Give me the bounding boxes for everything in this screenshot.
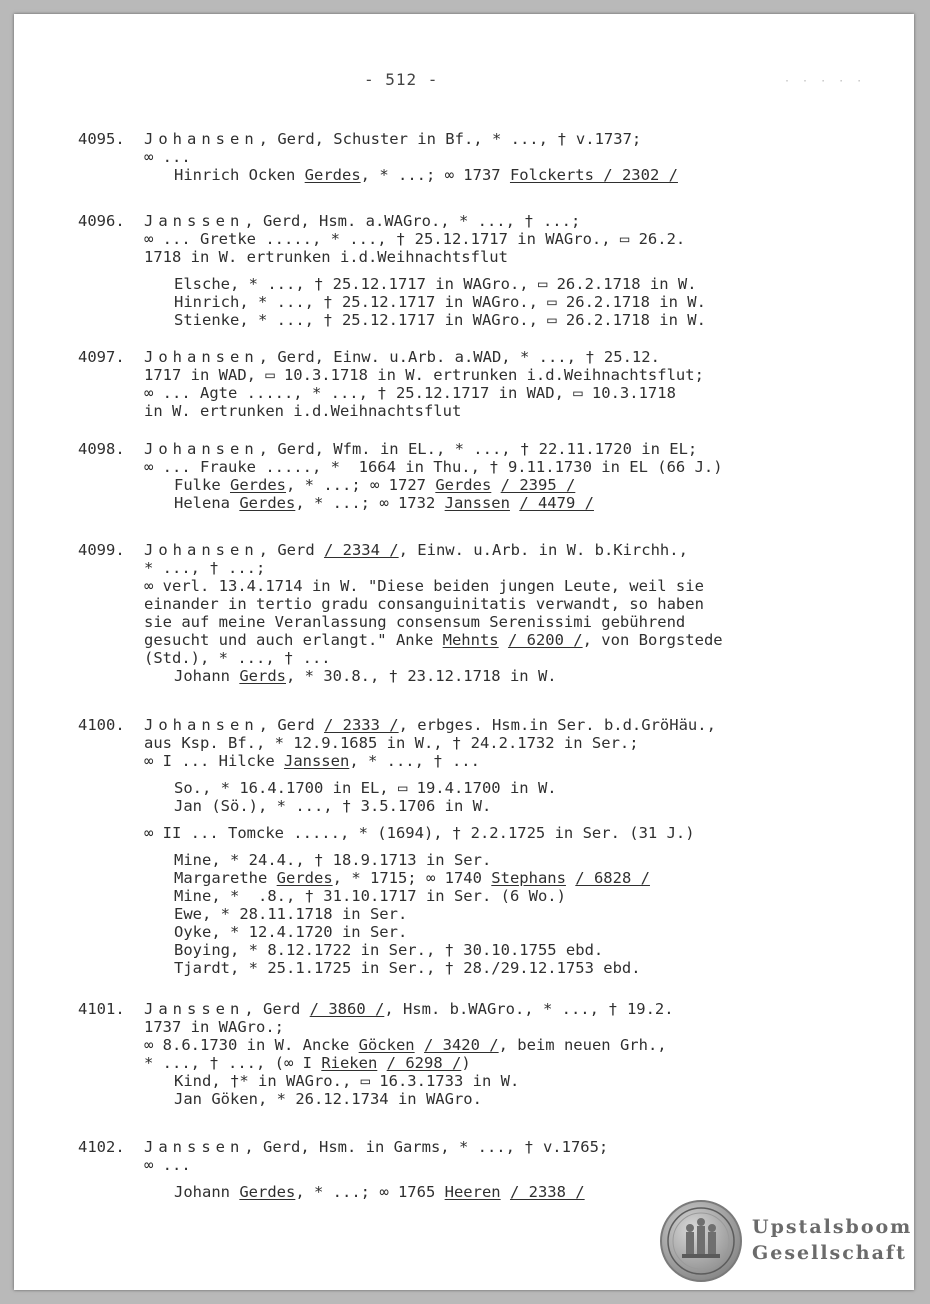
- document-page: [14, 14, 914, 1290]
- text-part: , Gerd, Hsm. a.WAGro., * ..., † ...;: [244, 212, 581, 230]
- text-part: ∞ ...: [144, 1156, 191, 1174]
- text-part: Johann: [174, 1183, 240, 1201]
- upstalsboom-seal-icon: [660, 1200, 742, 1282]
- text-part: , Einw. u.Arb. in W. b.Kirchh.,: [398, 541, 688, 559]
- text-part: Oyke, * 12.4.1720 in Ser.: [174, 923, 408, 941]
- underlined-ref: Mehnts: [442, 631, 499, 649]
- underlined-ref: Gerdes: [239, 1183, 296, 1201]
- text-part: , von Borgstede: [582, 631, 723, 649]
- text-part: [377, 1054, 386, 1072]
- text-part: , * 30.8., † 23.12.1718 in W.: [286, 667, 557, 685]
- entry-line: [144, 1000, 674, 1018]
- entry-line: [144, 130, 641, 148]
- text-part: ∞ 8.6.1730 in W. Ancke: [144, 1036, 359, 1054]
- entry-number: 4102.: [78, 1138, 125, 1156]
- underlined-ref: Janssen: [444, 494, 510, 512]
- text-part: , Gerd: [244, 1000, 310, 1018]
- underlined-ref: / 6298 /: [386, 1054, 462, 1072]
- text-part: Stienke, * ..., † 25.12.1717 in WAGro., ▭ 26.2.1718 in W.: [174, 311, 706, 329]
- surname-spaced: Johansen: [144, 130, 259, 148]
- child-line: [174, 1090, 482, 1108]
- text-part: Johann: [174, 667, 240, 685]
- underlined-ref: Gerdes: [239, 494, 296, 512]
- brand-line-1: Upstalsboom: [752, 1216, 913, 1238]
- underlined-ref: Göcken: [358, 1036, 415, 1054]
- entry-line: [144, 348, 660, 366]
- underlined-ref: / 2395 /: [500, 476, 576, 494]
- text-part: , * ...; ∞ 1732: [295, 494, 445, 512]
- entry-line: [144, 577, 704, 595]
- text-part: , * ..., † ...: [349, 752, 480, 770]
- child-line: [174, 1072, 519, 1090]
- text-part: ): [461, 1054, 471, 1072]
- text-part: Fulke: [174, 476, 230, 494]
- child-line: [174, 779, 557, 797]
- child-line: [174, 476, 575, 494]
- child-line: [174, 275, 697, 293]
- text-part: , beim neuen Grh.,: [498, 1036, 667, 1054]
- entry-line: [144, 148, 191, 166]
- underlined-ref: Gerdes: [304, 166, 361, 184]
- entry-line: [144, 402, 461, 420]
- text-part: So., * 16.4.1700 in EL, ▭ 19.4.1700 in W.: [174, 779, 557, 797]
- text-part: ∞ ... Agte ....., * ..., † 25.12.1717 in WAD, ▭ 10.3.1718: [144, 384, 676, 402]
- underlined-ref: / 3860 /: [309, 1000, 385, 1018]
- text-part: in W. ertrunken i.d.Weihnachtsflut: [144, 402, 462, 420]
- text-part: , Gerd, Hsm. in Garms, * ..., † v.1765;: [244, 1138, 609, 1156]
- entry-number: 4096.: [78, 212, 125, 230]
- underlined-ref: / 2334 /: [323, 541, 399, 559]
- entry-number: 4100.: [78, 716, 125, 734]
- text-part: Tjardt, * 25.1.1725 in Ser., † 28./29.12.1753 ebd.: [174, 959, 641, 977]
- text-part: ∞ ...: [144, 148, 191, 166]
- entry-line: [144, 1156, 191, 1174]
- entry-line: [144, 752, 480, 770]
- text-part: [491, 476, 500, 494]
- surname-spaced: Janssen: [144, 212, 245, 230]
- entry-line: [144, 1138, 608, 1156]
- text-part: ∞ ... Gretke ....., * ..., † 25.12.1717 in WAGro., ▭ 26.2.: [144, 230, 686, 248]
- underlined-ref: Rieken: [321, 1054, 378, 1072]
- child-line: [174, 293, 706, 311]
- child-line: [174, 923, 407, 941]
- text-part: (Std.), * ..., † ...: [144, 649, 331, 667]
- entry-line: [144, 366, 704, 384]
- text-part: Jan (Sö.), * ..., † 3.5.1706 in W.: [174, 797, 492, 815]
- text-part: , erbges. Hsm.in Ser. b.d.GröHäu.,: [398, 716, 716, 734]
- text-part: , Gerd, Schuster in Bf., * ..., † v.1737;: [258, 130, 642, 148]
- entry-line: [144, 716, 716, 734]
- entry-number: 4098.: [78, 440, 125, 458]
- underlined-ref: / 4479 /: [519, 494, 594, 512]
- entry-line: [144, 734, 639, 752]
- entry-line: [144, 824, 695, 842]
- text-part: Jan Göken, * 26.12.1734 in WAGro.: [174, 1090, 482, 1108]
- child-line: [174, 1183, 585, 1201]
- text-part: ∞ ... Frauke ....., * 1664 in Thu., † 9.11.1730 in EL (66 J.): [144, 458, 723, 476]
- underlined-ref: Stephans: [491, 869, 566, 887]
- text-part: Hinrich, * ..., † 25.12.1717 in WAGro., ▭ 26.2.1718 in W.: [174, 293, 706, 311]
- child-line: [174, 869, 650, 887]
- surname-spaced: Johansen: [144, 348, 259, 366]
- text-part: [501, 1183, 510, 1201]
- text-part: gesucht und auch erlangt." Anke: [144, 631, 443, 649]
- entry-number: 4097.: [78, 348, 125, 366]
- underlined-ref: Folckerts / 2302 /: [509, 166, 678, 184]
- text-part: ∞ verl. 13.4.1714 in W. "Diese beiden jungen Leute, weil sie: [144, 577, 704, 595]
- child-line: [174, 905, 407, 923]
- text-part: , * ...; ∞ 1765: [295, 1183, 445, 1201]
- text-part: , * 1715; ∞ 1740: [332, 869, 492, 887]
- child-line: [174, 851, 491, 869]
- underlined-ref: / 6828 /: [575, 869, 650, 887]
- entry-number: 4099.: [78, 541, 125, 559]
- entry-line: [144, 649, 331, 667]
- underlined-ref: / 3420 /: [423, 1036, 499, 1054]
- child-line: [174, 667, 557, 685]
- text-part: , * ...; ∞ 1737: [360, 166, 510, 184]
- entry-line: [144, 613, 685, 631]
- text-part: Margarethe: [174, 869, 277, 887]
- text-part: ∞ I ... Hilcke: [144, 752, 284, 770]
- entry-number: 4101.: [78, 1000, 125, 1018]
- text-part: Helena: [174, 494, 240, 512]
- underlined-ref: Gerdes: [230, 476, 286, 494]
- child-line: [174, 959, 641, 977]
- underlined-ref: / 6200 /: [507, 631, 583, 649]
- entry-line: [144, 1036, 667, 1054]
- child-line: [174, 166, 678, 184]
- text-part: [415, 1036, 424, 1054]
- text-part: 1737 in WAGro.;: [144, 1018, 284, 1036]
- surname-spaced: Janssen: [144, 1000, 245, 1018]
- entry-line: [144, 541, 688, 559]
- surname-spaced: Johansen: [144, 440, 259, 458]
- entry-line: [144, 440, 697, 458]
- text-part: einander in tertio gradu consanguinitatis verwandt, so haben: [144, 595, 704, 613]
- underlined-ref: Janssen: [283, 752, 350, 770]
- surname-spaced: Johansen: [144, 541, 259, 559]
- entry-line: [144, 212, 580, 230]
- entry-line: [144, 631, 723, 649]
- brand-line-2: Gesellschaft: [752, 1242, 907, 1264]
- text-part: Kind, †* in WAGro., ▭ 16.3.1733 in W.: [174, 1072, 520, 1090]
- text-part: ∞ II ... Tomcke ....., * (1694), † 2.2.1725 in Ser. (31 J.): [144, 824, 695, 842]
- text-part: Elsche, * ..., † 25.12.1717 in WAGro., ▭ 26.2.1718 in W.: [174, 275, 697, 293]
- child-line: [174, 797, 491, 815]
- text-part: , Hsm. b.WAGro., * ..., † 19.2.: [384, 1000, 674, 1018]
- text-part: * ..., † ..., (∞ I: [144, 1054, 322, 1072]
- text-part: Hinrich Ocken: [174, 166, 305, 184]
- child-line: [174, 887, 566, 905]
- text-part: , * ...; ∞ 1727: [286, 476, 436, 494]
- text-part: 1718 in W. ertrunken i.d.Weihnachtsflut: [144, 248, 508, 266]
- text-part: aus Ksp. Bf., * 12.9.1685 in W., † 24.2.1732 in Ser.;: [144, 734, 639, 752]
- text-part: [510, 494, 519, 512]
- entry-line: [144, 248, 508, 266]
- entry-line: [144, 384, 676, 402]
- child-line: [174, 311, 706, 329]
- surname-spaced: Johansen: [144, 716, 259, 734]
- text-part: Mine, * 24.4., † 18.9.1713 in Ser.: [174, 851, 492, 869]
- child-line: [174, 941, 603, 959]
- entry-line: [144, 559, 265, 577]
- text-part: Mine, * .8., † 31.10.1717 in Ser. (6 Wo.): [174, 887, 566, 905]
- entry-line: [144, 230, 685, 248]
- entry-line: [144, 595, 704, 613]
- text-part: [566, 869, 575, 887]
- page-number: - 512 -: [364, 70, 439, 89]
- child-line: [174, 494, 594, 512]
- text-part: * ..., † ...;: [144, 559, 266, 577]
- entry-line: [144, 1018, 284, 1036]
- text-part: , Gerd: [258, 716, 324, 734]
- text-part: , Gerd: [258, 541, 324, 559]
- underlined-ref: Heeren: [444, 1183, 501, 1201]
- text-part: [499, 631, 508, 649]
- surname-spaced: Janssen: [144, 1138, 245, 1156]
- entry-line: [144, 458, 723, 476]
- entry-line: [144, 1054, 471, 1072]
- underlined-ref: / 2333 /: [323, 716, 399, 734]
- underlined-ref: / 2338 /: [509, 1183, 585, 1201]
- text-part: , Gerd, Wfm. in EL., * ..., † 22.11.1720 in EL;: [258, 440, 698, 458]
- underlined-ref: Gerds: [239, 667, 286, 685]
- text-part: , Gerd, Einw. u.Arb. a.WAD, * ..., † 25.12.: [258, 348, 660, 366]
- entry-number: 4095.: [78, 130, 125, 148]
- underlined-ref: Gerdes: [276, 869, 333, 887]
- text-part: 1717 in WAD, ▭ 10.3.1718 in W. ertrunken i.d.Weihnachtsflut;: [144, 366, 704, 384]
- text-part: sie auf meine Veranlassung consensum Serenissimi gebührend: [144, 613, 686, 631]
- text-part: Ewe, * 28.11.1718 in Ser.: [174, 905, 408, 923]
- underlined-ref: Gerdes: [435, 476, 492, 494]
- text-part: Boying, * 8.12.1722 in Ser., † 30.10.1755 ebd.: [174, 941, 604, 959]
- corner-marks: · · · · ·: [784, 76, 866, 87]
